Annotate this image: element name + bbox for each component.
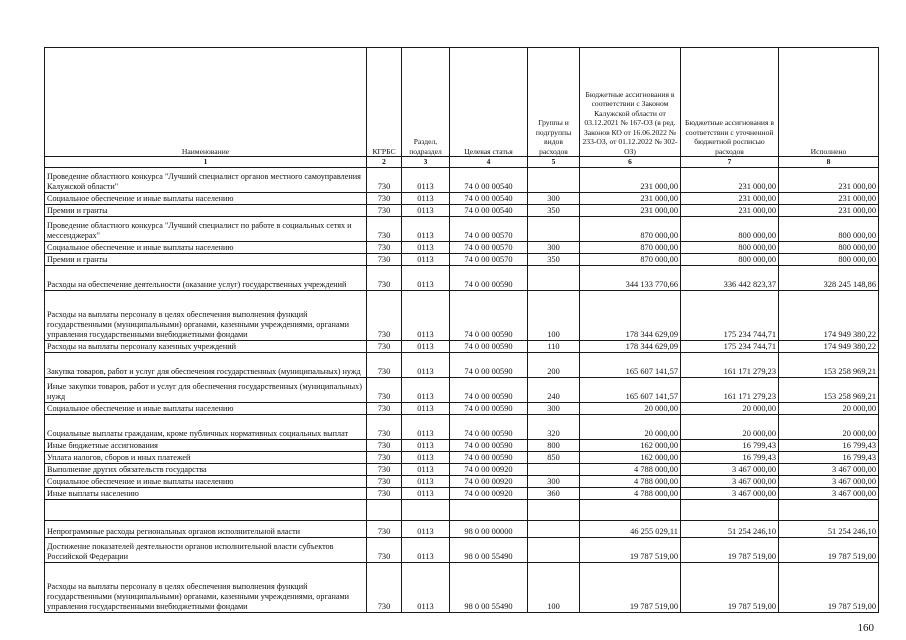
cell-ktrbs: 730 xyxy=(367,403,402,415)
cell-target: 74 0 00 00590 xyxy=(450,415,528,440)
cell-executed: 174 949 380,22 xyxy=(779,291,879,341)
cell-target: 74 0 00 00540 xyxy=(450,205,528,217)
cell-refined: 3 467 000,00 xyxy=(681,476,779,488)
cell-law: 231 000,00 xyxy=(580,168,681,193)
cell-executed: 153 258 969,21 xyxy=(779,353,879,378)
cell-target: 98 0 00 55490 xyxy=(450,563,528,613)
cell-executed: 51 254 246,10 xyxy=(779,521,879,538)
cell-group xyxy=(528,217,580,242)
cell-refined: 336 442 823,37 xyxy=(681,266,779,291)
cell-section: 0113 xyxy=(402,205,450,217)
cell-target: 74 0 00 00590 xyxy=(450,452,528,464)
cell-section: 0113 xyxy=(402,538,450,563)
cell-section: 0113 xyxy=(402,464,450,476)
cell-law: 178 344 629,09 xyxy=(580,291,681,341)
cell-refined: 3 467 000,00 xyxy=(681,488,779,500)
cell-refined: 161 171 279,23 xyxy=(681,378,779,403)
cell-group: 300 xyxy=(528,476,580,488)
cell-law: 4 788 000,00 xyxy=(580,488,681,500)
cell-group: 360 xyxy=(528,488,580,500)
cell-executed: 800 000,00 xyxy=(779,217,879,242)
cell-name: Иные бюджетные ассигнования xyxy=(45,440,367,452)
cell-name: Выполнение других обязательств государства xyxy=(45,464,367,476)
cell-target: 74 0 00 00570 xyxy=(450,254,528,266)
cell-refined: 3 467 000,00 xyxy=(681,464,779,476)
cell-group xyxy=(528,538,580,563)
header-name: Наименование xyxy=(45,48,367,157)
table-header-row xyxy=(45,48,879,157)
cell-refined: 161 171 279,23 xyxy=(681,353,779,378)
cell-section: 0113 xyxy=(402,353,450,378)
cell-law: 178 344 629,09 xyxy=(580,341,681,353)
cell-section: 0113 xyxy=(402,217,450,242)
column-number: 3 xyxy=(402,157,450,168)
cell-name: Социальное обеспечение и иные выплаты населению xyxy=(45,193,367,205)
table-row xyxy=(45,403,879,415)
cell-executed: 231 000,00 xyxy=(779,205,879,217)
cell-target xyxy=(450,500,528,521)
cell-section: 0113 xyxy=(402,415,450,440)
cell-section xyxy=(402,500,450,521)
cell-target: 74 0 00 00590 xyxy=(450,353,528,378)
cell-ktrbs: 730 xyxy=(367,341,402,353)
cell-group: 350 xyxy=(528,205,580,217)
cell-target: 74 0 00 00570 xyxy=(450,217,528,242)
cell-ktrbs: 730 xyxy=(367,476,402,488)
cell-name: Иные закупки товаров, работ и услуг для обеспечения государственных (муниципальных) нужд xyxy=(45,378,367,403)
table-row xyxy=(45,488,879,500)
cell-executed: 328 245 148,86 xyxy=(779,266,879,291)
cell-name: Премии и гранты xyxy=(45,205,367,217)
cell-name: Проведение областного конкурса "Лучший специалист по работе в социальных сетях и мессенджерах" xyxy=(45,217,367,242)
table-row xyxy=(45,521,879,538)
table-row xyxy=(45,500,879,521)
cell-ktrbs: 730 xyxy=(367,488,402,500)
cell-ktrbs: 730 xyxy=(367,521,402,538)
cell-ktrbs: 730 xyxy=(367,378,402,403)
header-refined: Бюджетные ассигнования в соответствии с уточненной бюджетной росписью расходов xyxy=(681,48,779,157)
table-row xyxy=(45,217,879,242)
cell-target: 74 0 00 00590 xyxy=(450,403,528,415)
cell-section: 0113 xyxy=(402,452,450,464)
cell-group: 800 xyxy=(528,440,580,452)
cell-refined xyxy=(681,500,779,521)
cell-target: 74 0 00 00590 xyxy=(450,291,528,341)
cell-name: Расходы на выплаты персоналу казенных учреждений xyxy=(45,341,367,353)
cell-name: Иные выплаты населению xyxy=(45,488,367,500)
header-section: Раздел, подраздел xyxy=(402,48,450,157)
cell-group: 100 xyxy=(528,563,580,613)
table-row xyxy=(45,452,879,464)
cell-executed xyxy=(779,500,879,521)
cell-section: 0113 xyxy=(402,476,450,488)
cell-ktrbs: 730 xyxy=(367,353,402,378)
cell-name: Социальные выплаты гражданам, кроме публичных нормативных социальных выплат xyxy=(45,415,367,440)
cell-target: 74 0 00 00590 xyxy=(450,440,528,452)
cell-ktrbs: 730 xyxy=(367,440,402,452)
cell-law: 46 255 029,11 xyxy=(580,521,681,538)
cell-name: Расходы на выплаты персоналу в целях обеспечения выполнения функций государственными (муниципальными) органами, казенными учреждениями, органами управления государственными внебюджетными фондами xyxy=(45,291,367,341)
cell-refined: 16 799,43 xyxy=(681,440,779,452)
cell-name: Социальное обеспечение и иные выплаты населению xyxy=(45,476,367,488)
cell-group: 300 xyxy=(528,193,580,205)
cell-refined: 19 787 519,00 xyxy=(681,563,779,613)
cell-refined: 19 787 519,00 xyxy=(681,538,779,563)
table-row xyxy=(45,440,879,452)
cell-section: 0113 xyxy=(402,521,450,538)
cell-ktrbs: 730 xyxy=(367,563,402,613)
header-ktrbs: КГРБС xyxy=(367,48,402,157)
table-row xyxy=(45,205,879,217)
cell-executed: 231 000,00 xyxy=(779,193,879,205)
cell-ktrbs: 730 xyxy=(367,452,402,464)
cell-group: 100 xyxy=(528,291,580,341)
cell-ktrbs: 730 xyxy=(367,254,402,266)
cell-refined: 800 000,00 xyxy=(681,242,779,254)
cell-section: 0113 xyxy=(402,254,450,266)
cell-name: Достижение показателей деятельности органов исполнительной власти субъектов Российской Федерации xyxy=(45,538,367,563)
cell-executed: 800 000,00 xyxy=(779,254,879,266)
column-number: 5 xyxy=(528,157,580,168)
cell-name: Расходы на обеспечение деятельности (оказание услуг) государственных учреждений xyxy=(45,266,367,291)
column-number: 2 xyxy=(367,157,402,168)
table-row xyxy=(45,538,879,563)
table-row xyxy=(45,291,879,341)
column-number: 4 xyxy=(450,157,528,168)
cell-target: 74 0 00 00540 xyxy=(450,168,528,193)
cell-name: Социальное обеспечение и иные выплаты населению xyxy=(45,403,367,415)
cell-group: 110 xyxy=(528,341,580,353)
column-number: 6 xyxy=(580,157,681,168)
cell-name: Расходы на выплаты персоналу в целях обеспечения выполнения функций государственными (муниципальными) органами, казенными учреждениями, органами управления государственными внебюджетными фондами xyxy=(45,563,367,613)
cell-group xyxy=(528,168,580,193)
cell-refined: 51 254 246,10 xyxy=(681,521,779,538)
cell-executed: 19 787 519,00 xyxy=(779,563,879,613)
table-row xyxy=(45,242,879,254)
cell-ktrbs: 730 xyxy=(367,205,402,217)
cell-group: 300 xyxy=(528,403,580,415)
cell-law: 162 000,00 xyxy=(580,440,681,452)
cell-law: 19 787 519,00 xyxy=(580,538,681,563)
table-row xyxy=(45,341,879,353)
cell-executed: 20 000,00 xyxy=(779,415,879,440)
cell-law: 4 788 000,00 xyxy=(580,464,681,476)
cell-name: Премии и гранты xyxy=(45,254,367,266)
table-row xyxy=(45,563,879,613)
cell-ktrbs xyxy=(367,500,402,521)
table-row xyxy=(45,378,879,403)
column-number: 7 xyxy=(681,157,779,168)
cell-name: Закупка товаров, работ и услуг для обеспечения государственных (муниципальных) нужд xyxy=(45,353,367,378)
cell-section: 0113 xyxy=(402,193,450,205)
cell-section: 0113 xyxy=(402,242,450,254)
cell-executed: 153 258 969,21 xyxy=(779,378,879,403)
cell-ktrbs: 730 xyxy=(367,168,402,193)
cell-law: 19 787 519,00 xyxy=(580,563,681,613)
cell-section: 0113 xyxy=(402,378,450,403)
column-number: 1 xyxy=(45,157,367,168)
cell-group xyxy=(528,521,580,538)
cell-law: 20 000,00 xyxy=(580,403,681,415)
cell-name xyxy=(45,500,367,521)
cell-refined: 175 234 744,71 xyxy=(681,341,779,353)
cell-refined: 20 000,00 xyxy=(681,403,779,415)
table-body xyxy=(45,168,879,613)
cell-name: Социальное обеспечение и иные выплаты населению xyxy=(45,242,367,254)
table-row xyxy=(45,168,879,193)
cell-refined: 175 234 744,71 xyxy=(681,291,779,341)
cell-refined: 231 000,00 xyxy=(681,205,779,217)
column-number: 8 xyxy=(779,157,879,168)
cell-law: 162 000,00 xyxy=(580,452,681,464)
page-number: 160 xyxy=(857,622,874,634)
cell-refined: 800 000,00 xyxy=(681,217,779,242)
cell-target: 74 0 00 00590 xyxy=(450,266,528,291)
cell-group: 240 xyxy=(528,378,580,403)
cell-law xyxy=(580,500,681,521)
cell-refined: 800 000,00 xyxy=(681,254,779,266)
table-row xyxy=(45,464,879,476)
cell-target: 74 0 00 00920 xyxy=(450,488,528,500)
cell-ktrbs: 730 xyxy=(367,266,402,291)
cell-target: 74 0 00 00590 xyxy=(450,378,528,403)
cell-target: 74 0 00 00590 xyxy=(450,341,528,353)
table-row xyxy=(45,193,879,205)
cell-target: 74 0 00 00570 xyxy=(450,242,528,254)
cell-executed: 231 000,00 xyxy=(779,168,879,193)
cell-law: 870 000,00 xyxy=(580,217,681,242)
cell-group xyxy=(528,266,580,291)
cell-group xyxy=(528,464,580,476)
cell-target: 74 0 00 00920 xyxy=(450,464,528,476)
cell-section: 0113 xyxy=(402,403,450,415)
cell-refined: 231 000,00 xyxy=(681,193,779,205)
cell-section: 0113 xyxy=(402,266,450,291)
cell-law: 231 000,00 xyxy=(580,193,681,205)
cell-refined: 20 000,00 xyxy=(681,415,779,440)
cell-refined: 16 799,43 xyxy=(681,452,779,464)
cell-executed: 3 467 000,00 xyxy=(779,476,879,488)
cell-group: 200 xyxy=(528,353,580,378)
cell-group: 850 xyxy=(528,452,580,464)
cell-law: 870 000,00 xyxy=(580,242,681,254)
cell-executed: 19 787 519,00 xyxy=(779,538,879,563)
cell-target: 98 0 00 00000 xyxy=(450,521,528,538)
cell-section: 0113 xyxy=(402,291,450,341)
cell-target: 74 0 00 00540 xyxy=(450,193,528,205)
header-law: Бюджетные ассигнования в соответствии с Законом Калужской области от 03.12.2021 № 167-ОЗ (в ред. Законов КО от 16.06.2022 № 233-ОЗ, от 01.12.2022 № 302-ОЗ) xyxy=(580,48,681,157)
column-number-row xyxy=(45,157,879,168)
cell-executed: 800 000,00 xyxy=(779,242,879,254)
cell-section: 0113 xyxy=(402,563,450,613)
cell-name: Уплата налогов, сборов и иных платежей xyxy=(45,452,367,464)
cell-section: 0113 xyxy=(402,440,450,452)
cell-executed: 20 000,00 xyxy=(779,403,879,415)
cell-ktrbs: 730 xyxy=(367,415,402,440)
cell-law: 344 133 770,66 xyxy=(580,266,681,291)
cell-section: 0113 xyxy=(402,341,450,353)
cell-group: 300 xyxy=(528,242,580,254)
cell-section: 0113 xyxy=(402,168,450,193)
cell-executed: 16 799,43 xyxy=(779,452,879,464)
cell-refined: 231 000,00 xyxy=(681,168,779,193)
cell-law: 165 607 141,57 xyxy=(580,378,681,403)
cell-ktrbs: 730 xyxy=(367,193,402,205)
cell-group: 320 xyxy=(528,415,580,440)
table-row xyxy=(45,266,879,291)
cell-executed: 3 467 000,00 xyxy=(779,488,879,500)
cell-section: 0113 xyxy=(402,488,450,500)
cell-name: Проведение областного конкурса "Лучший специалист органов местного самоуправления Калужской области" xyxy=(45,168,367,193)
cell-executed: 16 799,43 xyxy=(779,440,879,452)
cell-group xyxy=(528,500,580,521)
cell-law: 20 000,00 xyxy=(580,415,681,440)
cell-ktrbs: 730 xyxy=(367,242,402,254)
cell-target: 74 0 00 00920 xyxy=(450,476,528,488)
table-row xyxy=(45,476,879,488)
cell-ktrbs: 730 xyxy=(367,538,402,563)
budget-table xyxy=(44,47,879,613)
header-groups: Группы и подгруппы видов расходов xyxy=(528,48,580,157)
header-executed: Исполнено xyxy=(779,48,879,157)
cell-group: 350 xyxy=(528,254,580,266)
cell-ktrbs: 730 xyxy=(367,217,402,242)
cell-ktrbs: 730 xyxy=(367,291,402,341)
cell-law: 870 000,00 xyxy=(580,254,681,266)
cell-law: 231 000,00 xyxy=(580,205,681,217)
table-row xyxy=(45,353,879,378)
cell-name: Непрограммные расходы региональных органов исполнительной власти xyxy=(45,521,367,538)
table-row xyxy=(45,254,879,266)
cell-executed: 3 467 000,00 xyxy=(779,464,879,476)
table-row xyxy=(45,415,879,440)
header-target: Целевая статья xyxy=(450,48,528,157)
cell-executed: 174 949 380,22 xyxy=(779,341,879,353)
cell-law: 165 607 141,57 xyxy=(580,353,681,378)
cell-ktrbs: 730 xyxy=(367,464,402,476)
cell-law: 4 788 000,00 xyxy=(580,476,681,488)
cell-target: 98 0 00 55490 xyxy=(450,538,528,563)
